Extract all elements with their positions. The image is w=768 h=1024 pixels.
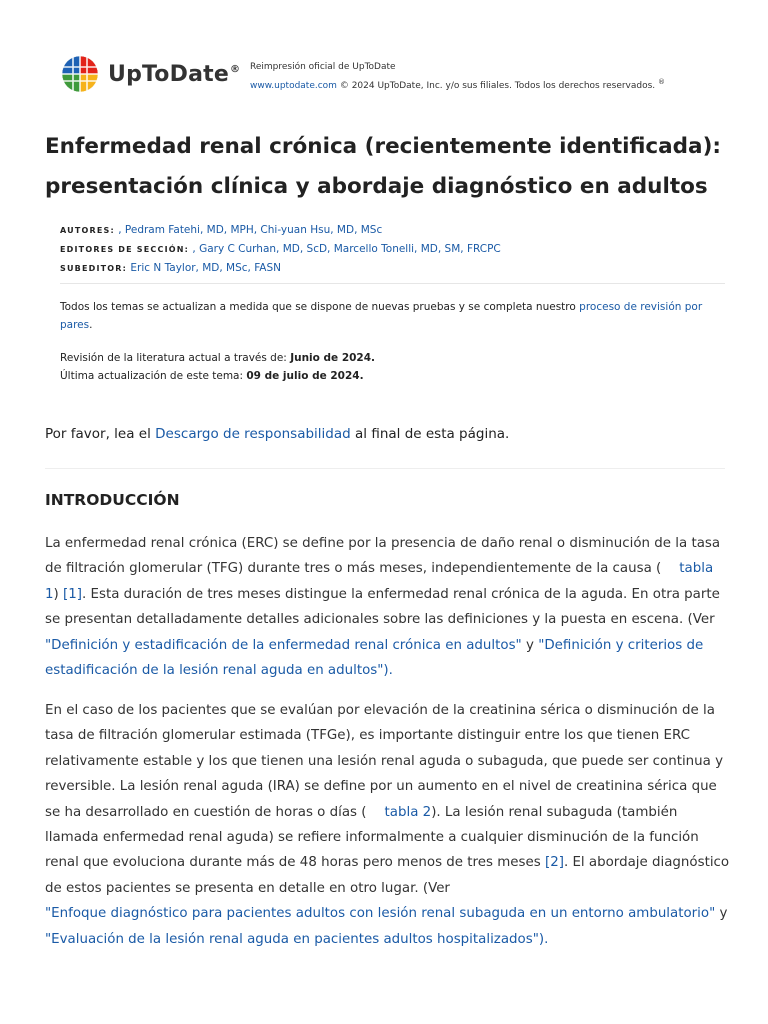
reprint-notice xyxy=(250,60,665,94)
reference-1-link[interactable]: [1] xyxy=(63,586,82,602)
uptodate-logo-icon xyxy=(60,54,100,94)
intro-paragraph-2: En el caso de los pacientes que se evalúan por elevación de la creatinina sérica o disminución de la tasa de filtración glomerular estimada (TFGe), es importante distinguir entre los que tienen ERC relativamente estable y los que tienen una lesión renal aguda o subaguda, que puede ser continua y reversible. La lesión renal aguda (IRA) se define por un aumento en el nivel de creatinina sérica que se ha desarrollado en cuestión de horas o días ( tabla 2). La lesión renal subaguda (también llamada enfermedad renal aguda) se refiere informalmente a cualquier disminución de la función renal que evoluciona durante más de 48 horas pero menos de tres meses [2]. El abordaje diagnóstico de estos pacientes se presenta en detalle en otro lugar. (Ver "Enfoque diagnóstico para pacientes adultos con lesión renal subaguda en un entorno ambulatorio" y "Evaluación de la lesión renal aguda en pacientes adultos hospitalizados"). xyxy=(45,703,730,947)
reference-2-link[interactable]: [2] xyxy=(544,855,564,871)
authors-links[interactable]: , Pedram Fatehi, MD, MPH, Chi-yuan Hsu, MD, MSc xyxy=(118,224,383,236)
topic-link-subacute-outpatient[interactable]: "Enfoque diagnóstico para pacientes adultos con lesión renal subaguda en un entorno ambulatorio" xyxy=(45,906,716,922)
section-editors-row: EDITORES DE SECCIÓN: , Gary C Curhan, MD, ScD, Marcello Tonelli, MD, SM, FRCPC xyxy=(60,243,501,255)
divider xyxy=(45,468,725,469)
disclaimer-notice: Por favor, lea el Descargo de responsabilidad al final de esta página. xyxy=(45,426,510,442)
intro-paragraph-1: La enfermedad renal crónica (ERC) se define por la presencia de daño renal o disminución de la tasa de filtración glomerular (TFG) durante tres o más meses, independientemente de la causa ( tabla 1) [1]. Esta duración de tres meses distingue la enfermedad renal crónica de la aguda. En otra parte se presentan detalladamente detalles adicionales sobre las definiciones y la puesta en escena. (Ver "Definición y estadificación de la enfermedad renal crónica en adultos" y "Definición y criterios de estadificación de la lesión renal aguda en adultos"). xyxy=(45,536,721,679)
peer-review-link[interactable]: proceso de revisión por pares xyxy=(60,301,703,331)
table-1-link[interactable]: tabla 1 xyxy=(45,561,714,602)
page-title: Enfermedad renal crónica (recientemente identificada): presentación clínica y abordaje diagnóstico en adultos xyxy=(45,134,721,199)
last-updated-date: Última actualización de este tema: 09 de julio de 2024. xyxy=(60,370,364,382)
authors-row: AUTORES: , Pedram Fatehi, MD, MPH, Chi-yuan Hsu, MD, MSc xyxy=(60,224,383,236)
brand-name: UpToDate® xyxy=(108,61,241,87)
table-icon xyxy=(661,563,679,573)
deputy-editor-link[interactable]: Eric N Taylor, MD, MSc, FASN xyxy=(130,262,282,274)
reprint-line: Reimpresión oficial de UpToDate xyxy=(250,62,396,72)
table-2-link[interactable]: tabla 2 xyxy=(384,804,432,820)
divider xyxy=(60,283,725,284)
deputy-editor-row: SUBEDITOR: Eric N Taylor, MD, MSc, FASN xyxy=(60,262,282,274)
literature-review-date: Revisión de la literatura actual a través de: Junio de 2024. xyxy=(60,352,376,364)
update-note: Todos los temas se actualizan a medida que se dispone de nuevas pruebas y se completa nuestro proceso de revisión por pares. xyxy=(60,301,703,331)
disclaimer-link[interactable]: Descargo de responsabilidad xyxy=(155,426,351,442)
header xyxy=(60,52,240,96)
copyright-line: www.uptodate.com © 2024 UpToDate, Inc. y/o sus filiales. Todos los derechos reservados. ® xyxy=(250,78,666,91)
section-heading-introduction: INTRODUCCIÓN xyxy=(45,491,180,509)
uptodate-site-link[interactable]: www.uptodate.com xyxy=(250,81,337,91)
topic-link-aki-staging[interactable]: "Definición y criterios de estadificación de la lesión renal aguda en adultos"). xyxy=(45,637,704,679)
authors-block xyxy=(60,221,501,278)
section-editors-links[interactable]: , Gary C Curhan, MD, ScD, Marcello Tonelli, MD, SM, FRCPC xyxy=(192,243,501,255)
topic-link-ckd-staging[interactable]: "Definición y estadificación de la enfermedad renal crónica en adultos" xyxy=(45,637,522,653)
topic-link-aki-hospitalized[interactable]: "Evaluación de la lesión renal aguda en pacientes adultos hospitalizados"). xyxy=(45,931,549,947)
table-icon xyxy=(367,807,385,817)
review-dates xyxy=(60,349,375,385)
